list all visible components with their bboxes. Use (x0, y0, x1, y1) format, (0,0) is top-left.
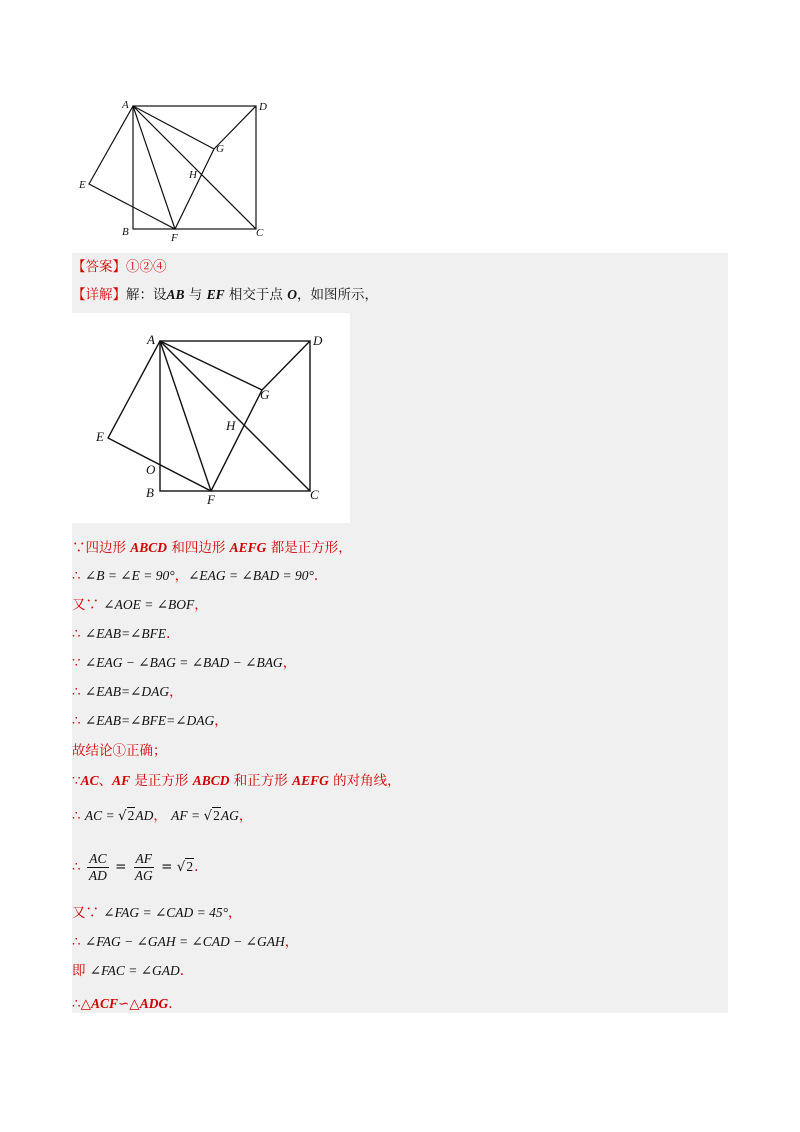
answer-value: ①②④ (126, 259, 167, 275)
label-F: F (207, 492, 215, 507)
s9-i: 的对角线， (328, 773, 401, 789)
s5-a: ∵ (72, 655, 85, 671)
s10-a: ∴ (72, 808, 85, 824)
step-14 (72, 961, 184, 981)
step-6 (72, 682, 183, 702)
detail-ef: EF (206, 287, 225, 302)
s5-b: ∠EAG − ∠BAG = ∠BAD − ∠BAG (84, 655, 283, 670)
step-13 (72, 932, 298, 952)
s9-g: 和正方形 (229, 773, 293, 789)
s10-sep: ， (153, 808, 172, 824)
s3-a: 又∵ (72, 597, 104, 613)
s15-a: ∴△ (72, 996, 91, 1012)
s15-c: ∽△ (118, 996, 140, 1012)
label-A: A (147, 332, 155, 347)
s11-eq1: = (110, 859, 131, 875)
s15-e: . (168, 996, 173, 1012)
s11-eq2: = (156, 859, 177, 875)
s1-a: ∵四边形 (72, 540, 131, 556)
s9-e: 是正方形 (130, 773, 193, 789)
s2-a: ∴ (72, 568, 85, 584)
s10-c1: AF = (171, 808, 204, 823)
s13-a: ∴ (72, 934, 85, 950)
answer-tag: 【答案】 (72, 259, 126, 275)
figure-2-diagram (72, 313, 350, 523)
label-B: B (122, 226, 129, 238)
s6-c: ， (169, 684, 183, 700)
s11-d2: AG (134, 868, 153, 883)
s10-r1: 2 (127, 808, 135, 823)
s10-b2: AD (135, 808, 154, 823)
step-15 (72, 994, 173, 1014)
s11-r: 2 (186, 859, 194, 874)
s9-d: AF (112, 773, 131, 788)
figure-1-diagram (72, 95, 292, 245)
s1-e: 都是正方形， (266, 540, 352, 556)
label-F: F (171, 232, 178, 244)
label-D: D (313, 333, 323, 348)
label-B: B (146, 485, 154, 500)
s15-d: ADG (139, 996, 169, 1011)
step-2 (72, 566, 318, 586)
s1-c: 和四边形 (167, 540, 230, 556)
s9-h: AEFG (292, 773, 329, 788)
s9-f: ABCD (192, 773, 230, 788)
s11-end: . (194, 859, 199, 875)
detail-pre: 解：设 (126, 287, 167, 303)
label-C: C (310, 487, 319, 502)
step-10 (72, 806, 252, 826)
s9-c: 、 (98, 773, 113, 789)
s6-b: ∠EAB=∠DAG (84, 684, 170, 699)
label-H: H (226, 418, 236, 433)
s2-e: . (313, 568, 319, 584)
s3-c: ， (194, 597, 208, 613)
s7-b: ∠EAB=∠BFE=∠DAG (84, 713, 215, 728)
sqrt-2: √2 (203, 808, 220, 824)
s2-d: ∠EAG = ∠BAD = 90° (188, 568, 314, 583)
s7-a: ∴ (72, 713, 85, 729)
s15-b: ACF (90, 996, 118, 1011)
s8-text: 故结论①正确； (72, 743, 167, 759)
step-8 (72, 741, 167, 761)
s12-b: ∠FAG = ∠CAD = 45° (103, 905, 229, 920)
sqrt-3: √2 (176, 859, 194, 875)
step-5 (72, 653, 296, 673)
step-12 (72, 903, 242, 923)
step-7 (72, 711, 228, 731)
detail-mid1: 与 (184, 287, 207, 303)
detail-line (72, 285, 378, 305)
step-1 (72, 538, 352, 558)
sqrt-1: √2 (118, 808, 135, 824)
s1-d: AEFG (229, 540, 267, 555)
s6-a: ∴ (72, 684, 85, 700)
step-3 (72, 595, 208, 615)
detail-o: O (287, 287, 297, 302)
figure-2 (72, 313, 350, 523)
s12-a: 又∵ (72, 905, 104, 921)
s4-c: . (166, 626, 171, 642)
label-H: H (189, 169, 197, 181)
label-C: C (256, 227, 264, 239)
label-E: E (79, 179, 86, 191)
s14-c: . (179, 963, 185, 979)
detail-mid2: 相交于点 (224, 287, 288, 303)
label-E: E (96, 429, 104, 444)
s11-d1: AD (88, 868, 107, 883)
label-G: G (216, 143, 224, 155)
s11-a: ∴ (72, 859, 85, 875)
s9-a: ∵ (72, 773, 81, 789)
s10-r2: 2 (213, 808, 220, 823)
step-9 (72, 771, 401, 791)
s10-end: ， (238, 808, 253, 824)
s11-n1: AC (89, 851, 107, 866)
s1-b: ABCD (130, 540, 168, 555)
s4-b: ∠EAB=∠BFE (84, 626, 167, 641)
figure-1 (72, 95, 292, 245)
detail-tag: 【详解】 (72, 287, 126, 303)
s7-c: ， (214, 713, 228, 729)
label-A: A (122, 99, 129, 111)
s11-n2: AF (135, 851, 153, 866)
s2-b: ∠B = ∠E = 90° (84, 568, 175, 583)
fraction-ac-ad (87, 851, 109, 884)
s12-c: ， (228, 905, 242, 921)
s5-c: ， (282, 655, 297, 671)
s2-c: ， (174, 568, 189, 584)
step-11 (72, 851, 198, 884)
s13-b: ∠FAG − ∠GAH = ∠CAD − ∠GAH (84, 934, 285, 949)
label-O: O (146, 462, 156, 477)
label-D: D (259, 101, 267, 113)
s3-b: ∠AOE = ∠BOF (103, 597, 195, 612)
detail-ab: AB (166, 287, 185, 302)
s14-b: ∠FAC = ∠GAD (89, 963, 180, 978)
s14-a: 即 (72, 963, 90, 979)
answer-line (72, 257, 167, 277)
s10-b1: AC = (84, 808, 119, 823)
step-4 (72, 624, 170, 644)
detail-post: ，如图所示， (296, 287, 378, 303)
label-G: G (260, 387, 270, 402)
s13-c: ， (284, 934, 299, 950)
s10-c2: AG (220, 808, 239, 823)
s9-b: AC (80, 773, 99, 788)
fraction-af-ag (133, 851, 155, 884)
s4-a: ∴ (72, 626, 85, 642)
